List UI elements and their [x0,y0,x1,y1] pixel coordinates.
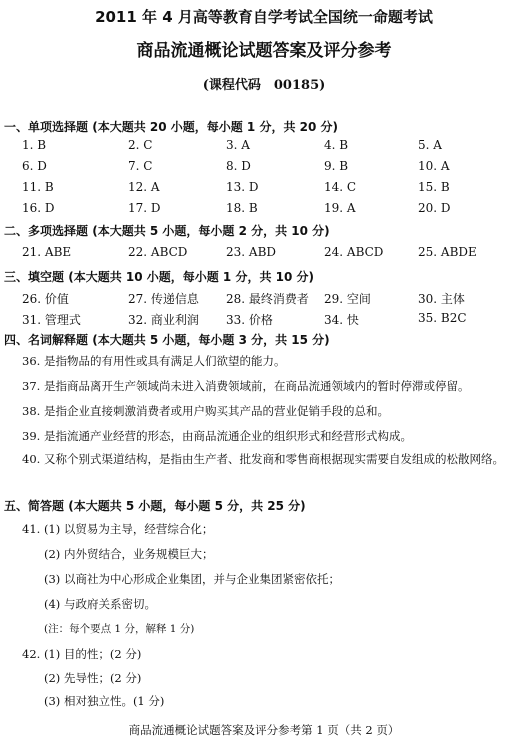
answer-item: 12. A [128,180,160,194]
page-footer: 商品流通概论试题答案及评分参考第 1 页（共 2 页） [128,723,400,737]
section-note: (本大题共 5 小题，每小题 2 分，共 10 分) [92,224,330,238]
course-code: (课程代码 00185) [202,78,326,93]
answer-item: 13. D [226,180,259,194]
answer-item: 24. ABCD [324,245,384,259]
definition-38: 38. 是指企业直接刺激消费者或用户购买其产品的营业促销手段的总和。 [22,404,389,418]
section-note: (本大题共 5 小题，每小题 3 分，共 15 分) [92,333,330,347]
answer-item: 9. B [324,159,349,173]
section-5-heading [4,497,306,514]
answer-item: 16. D [22,201,55,215]
answer-item: 31. 管理式 [22,313,81,327]
answer-item: 10. A [418,159,450,173]
answer-item: 30. 主体 [418,292,465,306]
answer-item: 21. ABE [22,245,72,259]
q41-point-3: (3) 以商社为中心形成企业集团，并与企业集团紧密依托； [44,572,340,586]
answer-item: 22. ABCD [128,245,188,259]
answer-item: 33. 价格 [226,313,273,327]
answer-item: 7. C [128,159,153,173]
definition-40: 40. 又称个别式渠道结构，是指由生产者、批发商和零售商根据现实需要自发组成的松散网络。 [22,452,504,466]
answer-item: 34. 快 [324,313,359,327]
definition-36: 36. 是指物品的有用性或具有满足人们欲望的能力。 [22,354,286,368]
section-title: 一、单项选择题 [4,120,89,134]
q41-point-4: (4) 与政府关系密切。 [44,597,156,611]
answer-item: 3. A [226,138,250,152]
answer-item: 14. C [324,180,357,194]
answer-item: 4. B [324,138,349,152]
section-title: 三、填空题 [4,270,65,284]
q42-point-3: (3) 相对独立性。(1 分) [44,694,165,708]
definition-37: 37. 是指商品离开生产领域尚未进入消费领域前，在商品流通领域内的暂时停滞或停留。 [22,379,470,393]
answer-item: 35. B2C [418,311,467,325]
answer-item: 25. ABDE [418,245,477,259]
answer-item: 27. 传递信息 [128,292,199,306]
exam-title: 2011 年 4 月高等教育自学考试全国统一命题考试 [95,8,433,26]
answer-item: 17. D [128,201,161,215]
answer-item: 23. ABD [226,245,277,259]
section-1-heading [4,118,338,135]
answer-item: 5. A [418,138,442,152]
section-2-heading [4,222,330,239]
section-title: 五、简答题 [4,499,65,513]
answer-item: 28. 最终消费者 [226,292,309,306]
section-title: 二、多项选择题 [4,224,89,238]
answer-item: 26. 价值 [22,292,69,306]
section-note: (本大题共 10 小题，每小题 1 分，共 10 分) [68,270,314,284]
answer-item: 11. B [22,180,54,194]
q41-scoring-note: (注：每个要点 1 分，解释 1 分) [44,623,195,635]
answer-item: 8. D [226,159,251,173]
section-3-heading [4,268,314,285]
document-title: 商品流通概论试题答案及评分参考 [136,41,392,61]
section-4-heading [4,331,330,348]
answer-item: 19. A [324,201,356,215]
q42-point-2: (2) 先导性；(2 分) [44,671,142,685]
section-note: (本大题共 5 小题，每小题 5 分，共 25 分) [68,499,306,513]
answer-item: 29. 空间 [324,292,371,306]
answer-item: 6. D [22,159,47,173]
answer-item: 18. B [226,201,258,215]
answer-item: 20. D [418,201,451,215]
answer-item: 15. B [418,180,450,194]
answer-item: 1. B [22,138,47,152]
answer-item: 2. C [128,138,153,152]
q41-point-2: (2) 内外贸结合，业务规模巨大； [44,547,214,561]
definition-39: 39. 是指流通产业经营的形态，由商品流通企业的组织形式和经营形式构成。 [22,429,412,443]
answer-item: 32. 商业利润 [128,313,199,327]
section-note: (本大题共 20 小题，每小题 1 分，共 20 分) [92,120,338,134]
section-title: 四、名词解释题 [4,333,89,347]
q41-point-1: 41. (1) 以贸易为主导，经营综合化； [22,522,214,536]
q42-point-1: 42. (1) 目的性；(2 分) [22,647,142,661]
